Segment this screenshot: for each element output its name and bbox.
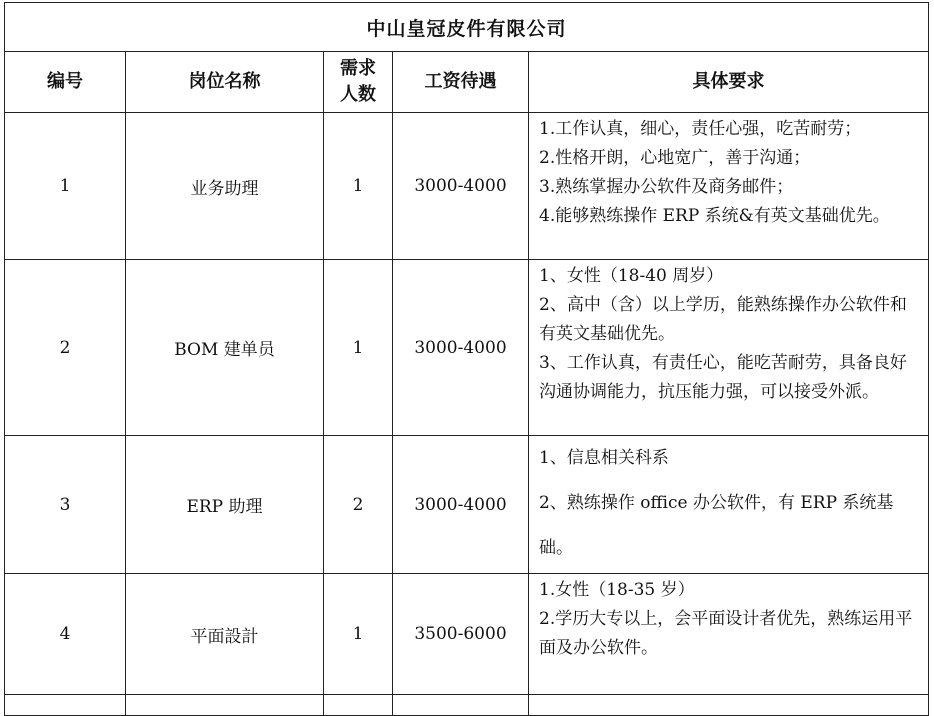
empty-cell <box>324 695 393 716</box>
empty-cell <box>5 695 126 716</box>
row-no: 4 <box>5 574 126 695</box>
requirement-line: 1.女性（18-35 岁） <box>539 580 695 600</box>
requirement-line: 2、高中（含）以上学历，能熟练操作办公软件和有英文基础优先。 <box>539 295 907 344</box>
table-row <box>5 574 929 695</box>
header-position: 岗位名称 <box>126 52 324 113</box>
row-count: 1 <box>324 574 393 695</box>
header-row <box>5 52 929 113</box>
requirement-line: 2、熟练操作 office 办公软件，有 ERP 系统基础。 <box>539 493 894 558</box>
header-count-line1: 需求 <box>340 58 376 79</box>
row-salary: 3500-6000 <box>393 574 529 695</box>
row-requirements <box>529 113 929 260</box>
requirement-line: 4.能够熟练操作 ERP 系统&有英文基础优先。 <box>539 206 890 226</box>
header-salary: 工资待遇 <box>393 52 529 113</box>
job-table <box>4 2 929 716</box>
empty-cell <box>393 695 529 716</box>
table-row <box>5 260 929 436</box>
header-count-line2: 人数 <box>340 84 376 105</box>
row-position: ERP 助理 <box>126 436 324 574</box>
row-salary: 3000-4000 <box>393 260 529 436</box>
requirement-line: 2.学历大专以上，会平面设计者优先，熟练运用平面及办公软件。 <box>539 609 913 658</box>
requirement-line: 3.熟练掌握办公软件及商务邮件； <box>539 177 794 197</box>
row-requirements <box>529 260 929 436</box>
table-row <box>5 436 929 574</box>
row-position: BOM 建单员 <box>126 260 324 436</box>
row-position: 业务助理 <box>126 113 324 260</box>
row-no: 1 <box>5 113 126 260</box>
table-row-partial <box>5 695 929 716</box>
requirement-line: 1、信息相关科系 <box>539 448 669 468</box>
row-salary: 3000-4000 <box>393 436 529 574</box>
header-no: 编号 <box>5 52 126 113</box>
row-requirements <box>529 574 929 695</box>
requirement-line: 2.性格开朗，心地宽广，善于沟通； <box>539 148 811 168</box>
table-row <box>5 113 929 260</box>
row-requirements <box>529 436 929 574</box>
empty-cell <box>529 695 929 716</box>
row-no: 2 <box>5 260 126 436</box>
row-count: 1 <box>324 113 393 260</box>
header-requirements: 具体要求 <box>529 52 929 113</box>
row-salary: 3000-4000 <box>393 113 529 260</box>
requirement-line: 1、女性（18-40 周岁） <box>539 266 724 286</box>
row-position: 平面設計 <box>126 574 324 695</box>
header-count <box>324 52 393 113</box>
empty-cell <box>126 695 324 716</box>
requirement-line: 3、工作认真，有责任心，能吃苦耐劳，具备良好沟通协调能力，抗压能力强，可以接受外派。 <box>539 353 907 402</box>
company-title: 中山皇冠皮件有限公司 <box>5 3 929 52</box>
requirement-line: 1.工作认真，细心，责任心强，吃苦耐劳； <box>539 119 862 139</box>
row-count: 1 <box>324 260 393 436</box>
row-no: 3 <box>5 436 126 574</box>
row-count: 2 <box>324 436 393 574</box>
